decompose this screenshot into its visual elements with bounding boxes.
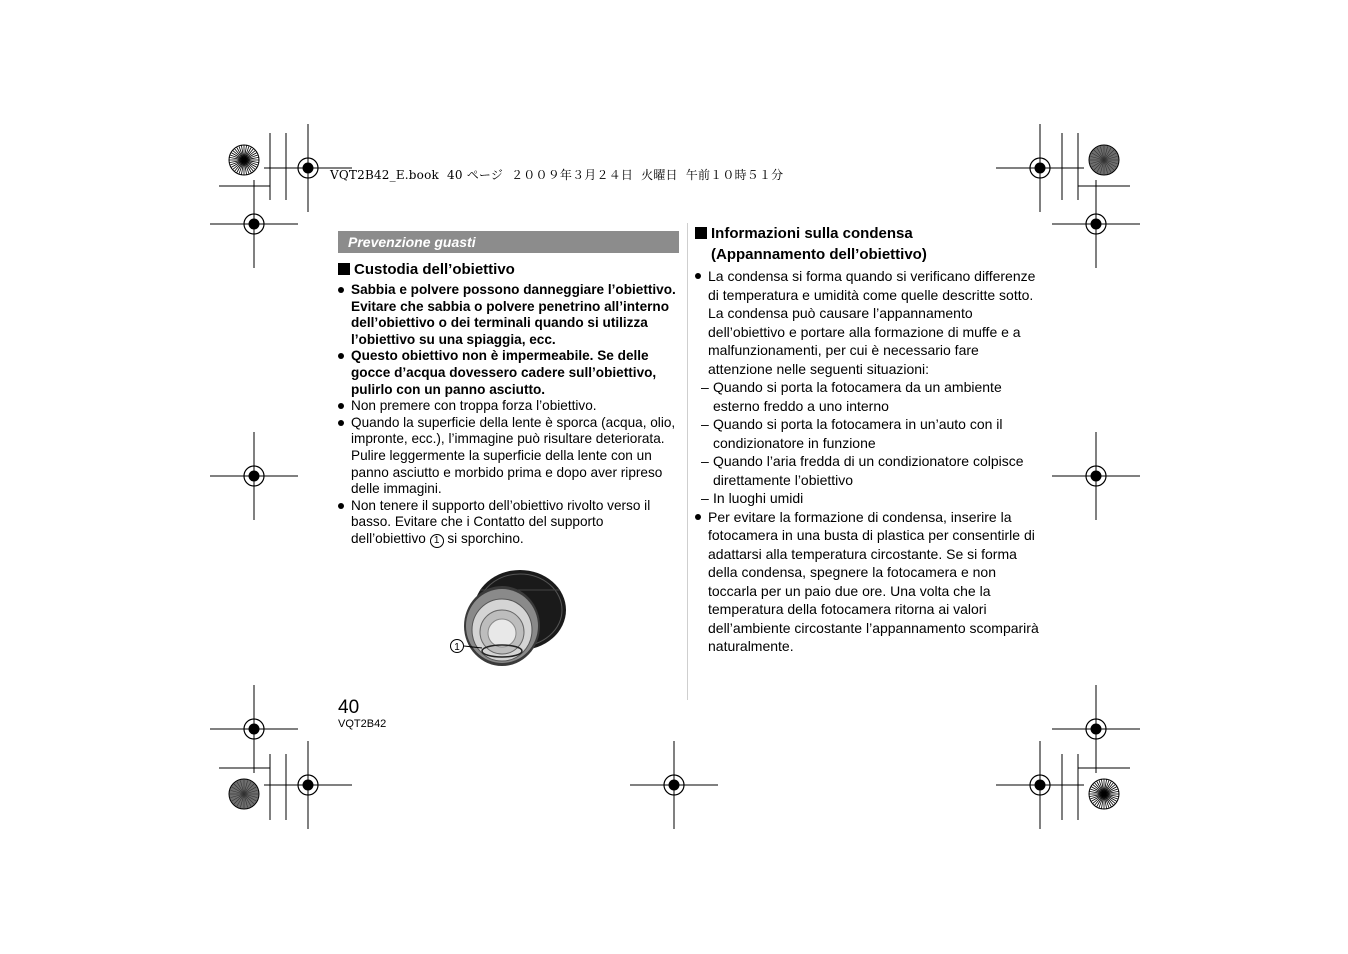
right-column [695,223,1040,656]
list-item: – In luoghi umidi [701,490,804,506]
list-item: La condensa si forma quando si verificano differenze di temperatura e umidità come quelle descritte sotto. La condensa può causare l’appannamento dell’obiettivo e portare alla formazione di muffe e a malfunzionamenti, per cui è necessario fare attenzione nelle seguenti situazioni: [695,267,1040,378]
condensation-advice-list [695,508,1040,656]
section-title: Prevenzione guasti [338,231,679,253]
registration-target-icon [303,163,314,174]
registration-target-icon [249,471,260,482]
left-column [338,231,679,548]
lens-illustration [440,560,580,672]
bullet-icon [695,514,701,520]
print-header: VQT2B42_E.book 40 ページ ２００９年３月２４日 火曜日 午前１０時５１分 [330,168,784,182]
bullet-icon [695,273,701,279]
list-item: – Quando si porta la fotocamera da un ambiente esterno freddo a uno interno [701,379,1002,414]
list-item: Per evitare la formazione di condensa, inserire la fotocamera in una busta di plastica per consentirle di adattarsi alla temperatura circostante. Se si forma della condensa, spegnere la fotocamera e non toccarla per un paio due ore. Una volta che la temperatura della fotocamera ritorna ai valori dell’ambiente circostante l’appannamento scomparirà naturalmente. [695,508,1040,656]
registration-target-icon [1091,724,1102,735]
bullet-icon [338,403,344,409]
heading-lens-care: Custodia dell’obiettivo [338,261,679,279]
list-item: – Quando l’aria fredda di un condizionatore colpisce direttamente l’obiettivo [701,453,1024,488]
list-item: Sabbia e polvere possono danneggiare l’obiettivo. Evitare che sabbia o polvere penetrino all’interno dell’obiettivo o dei terminali quando si utilizza l’obiettivo su una spiaggia, ecc. [338,282,679,348]
registration-target-icon [249,724,260,735]
registration-target-icon [249,219,260,230]
list-item: Non premere con troppa forza l’obiettivo. [338,398,679,415]
callout-number: 1 [430,534,444,548]
callout-label: 1 [454,642,460,653]
list-item: Quando la superficie della lente è sporca (acqua, olio, impronte, ecc.), l’immagine può risultare deteriorata. Pulire leggermente la superficie della lente con un panno asciutto e morbido prima e dopo aver ripreso delle immagini. [338,415,679,498]
heading-condensation: Informazioni sulla condensa (Appannamento dell’obiettivo) [695,223,1040,265]
registration-target-icon [303,780,314,791]
bullet-icon [338,503,344,509]
bullet-icon [338,420,344,426]
list-item: Non tenere il supporto dell’obiettivo rivolto verso il basso. Evitare che i Contatto del supporto dell’obiettivo 1 si sporchino. [338,498,679,548]
list-item: – Quando si porta la fotocamera in un’auto con il condizionatore in funzione [701,416,1003,451]
registration-target-icon [669,780,680,791]
square-bullet-icon [695,227,707,239]
page-number: 40 [338,697,360,718]
bullet-icon [338,287,344,293]
registration-target-icon [1035,780,1046,791]
column-divider [687,223,688,700]
document-code: VQT2B42 [338,718,387,730]
registration-target-icon [1091,219,1102,230]
registration-target-icon [1091,471,1102,482]
bullet-icon [338,353,344,359]
list-item: Questo obiettivo non è impermeabile. Se delle gocce d’acqua dovessero cadere sull’obiettivo, pulirlo con un panno asciutto. [338,348,679,398]
condensation-intro-list [695,267,1040,378]
registration-target-icon [1035,163,1046,174]
square-bullet-icon [338,263,350,275]
lens-care-list [338,282,679,548]
situations-list [695,378,1040,508]
